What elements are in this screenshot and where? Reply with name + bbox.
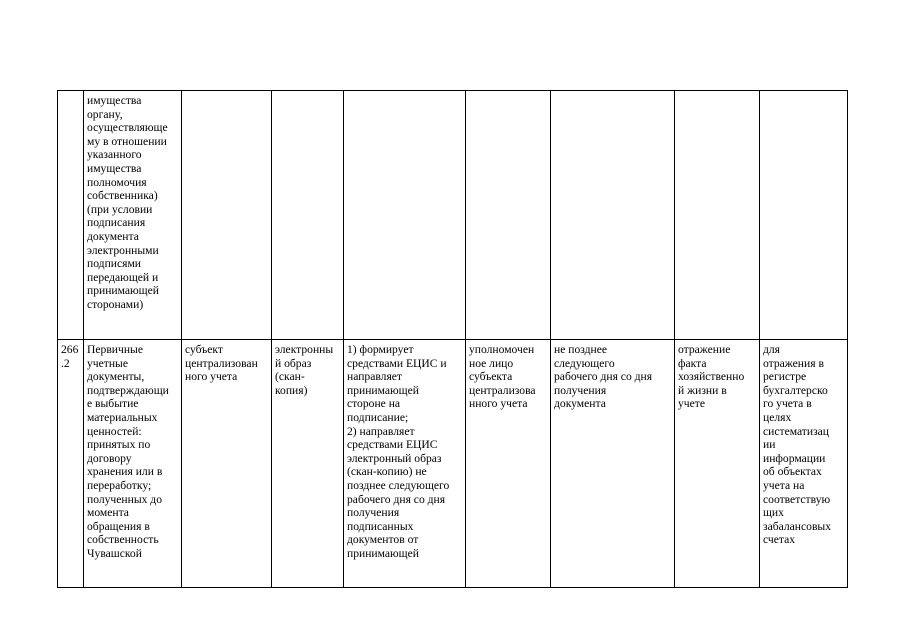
procedure-cell <box>344 91 466 340</box>
document-name-cell: имущества органy, осуществляюще му в отношении указанного имущества полномочия собственника) (при условии подписания документа электронными подписями передающей и принимающей сторонами) <box>84 91 182 340</box>
register-cell <box>760 91 848 340</box>
format-cell: электронны й образ (скан- копия) <box>272 340 344 588</box>
document-table <box>57 90 848 588</box>
responsible-cell: уполномочен ное лицо субъекта централизова нного учета <box>466 340 551 588</box>
table-row <box>58 340 848 588</box>
creator-cell: субъект централизован ного учета <box>182 340 272 588</box>
purpose-cell: отражение факта хозяйственно й жизни в учете <box>675 340 760 588</box>
document-name-cell: Первичные учетные документы, подтверждающи е выбытие материальных ценностей: принятых по договору хранения или в переработку; полученных до момента обращения в собственность Чувашской <box>84 340 182 588</box>
table-row <box>58 91 848 340</box>
row-number-cell: 266 .2 <box>58 340 84 588</box>
format-cell <box>272 91 344 340</box>
purpose-cell <box>675 91 760 340</box>
deadline-cell <box>551 91 675 340</box>
responsible-cell <box>466 91 551 340</box>
creator-cell <box>182 91 272 340</box>
deadline-cell: не позднее следующего рабочего дня со дня получения документа <box>551 340 675 588</box>
procedure-cell: 1) формирует средствами ЕЦИС и направляет принимающей стороне на подписание; 2) направляет средствами ЕЦИС электронный образ (скан-копию) не позднее следующего рабочего дня со дня получения подписанных документов от принимающей <box>344 340 466 588</box>
row-number-cell <box>58 91 84 340</box>
register-cell: для отражения в регистре бухгалтерско го учета в целях систематизац ии информации об объектах учета на соответствую щих забалансовых счетах <box>760 340 848 588</box>
